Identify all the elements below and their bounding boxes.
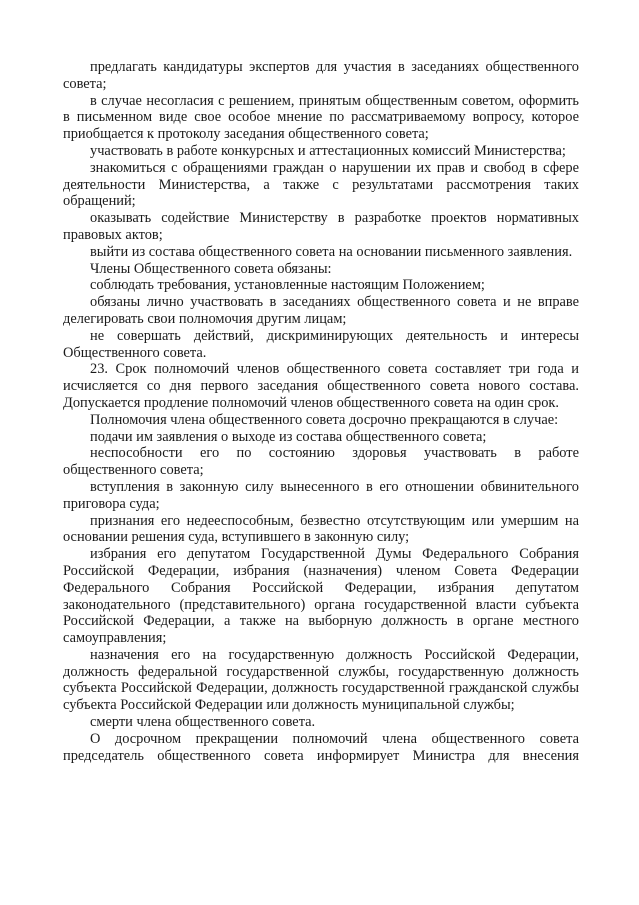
paragraph: соблюдать требования, установленные настоящим Положением; (90, 277, 485, 294)
paragraph: знакомиться с обращениями граждан о нарушении их прав и свобод в сфере деятельности Министерства, а также с результатами рассмотрения таких обращений; (63, 159, 579, 210)
paragraph: 23. Срок полномочий членов общественного совета составляет три года и исчисляется со дня первого заседания общественного совета нового состава. Допускается продление полномочий членов общественного совета на один срок. (63, 361, 579, 411)
paragraph: О досрочном прекращении полномочий члена общественного совета председатель общественного совета информирует Министра для внесения (63, 730, 579, 764)
paragraph: неспособности его по состоянию здоровья участвовать в работе общественного совета; (63, 445, 579, 479)
paragraph: Полномочия члена общественного совета досрочно прекращаются в случае: (90, 411, 559, 428)
paragraph: участвовать в работе конкурсных и аттестационных комиссий Министерства; (90, 142, 566, 159)
document-body (63, 59, 579, 764)
paragraph: оказывать содействие Министерству в разработке проектов нормативных правовых актов; (63, 210, 579, 243)
paragraph: избрания его депутатом Государственной Думы Федерального Собрания Российской Федерации, избрания (назначения) членом Совета Федерации Федерального Собрания Российской Федерации, избрания депутатом законодательного (представительного) органа государственной власти субъекта Российской Федерации, а также на выборную должность в органе местного самоуправления; (63, 546, 579, 647)
paragraph: вступления в законную силу вынесенного в его отношении обвинительного приговора суда; (63, 478, 579, 512)
paragraph: смерти члена общественного совета. (90, 714, 316, 731)
paragraph: подачи им заявления о выходе из состава общественного совета; (90, 428, 487, 445)
paragraph: в случае несогласия с решением, принятым общественным советом, оформить в письменном виде свое особое мнение по рассматриваемому вопросу, которое приобщается к протоколу заседания общественного совета; (63, 92, 579, 143)
paragraph: не совершать действий, дискриминирующих деятельность и интересы Общественного совета. (63, 327, 579, 361)
paragraph: предлагать кандидатуры экспертов для участия в заседаниях общественного совета; (63, 59, 579, 92)
paragraph: назначения его на государственную должность Российской Федерации, должность федеральной государственной службы, государственную должность субъекта Российской Федерации, должность государственной гражданской службы субъекта Российской Федерации или должность муниципальной службы; (63, 646, 579, 714)
paragraph: обязаны лично участвовать в заседаниях общественного совета и не вправе делегировать свои полномочия другим лицам; (63, 294, 579, 327)
paragraph: выйти из состава общественного совета на основании письменного заявления. (90, 243, 573, 260)
paragraph: Члены Общественного совета обязаны: (90, 260, 332, 277)
paragraph: признания его недееспособным, безвестно отсутствующим или умершим на основании решения суда, вступившего в законную силу; (63, 512, 579, 546)
